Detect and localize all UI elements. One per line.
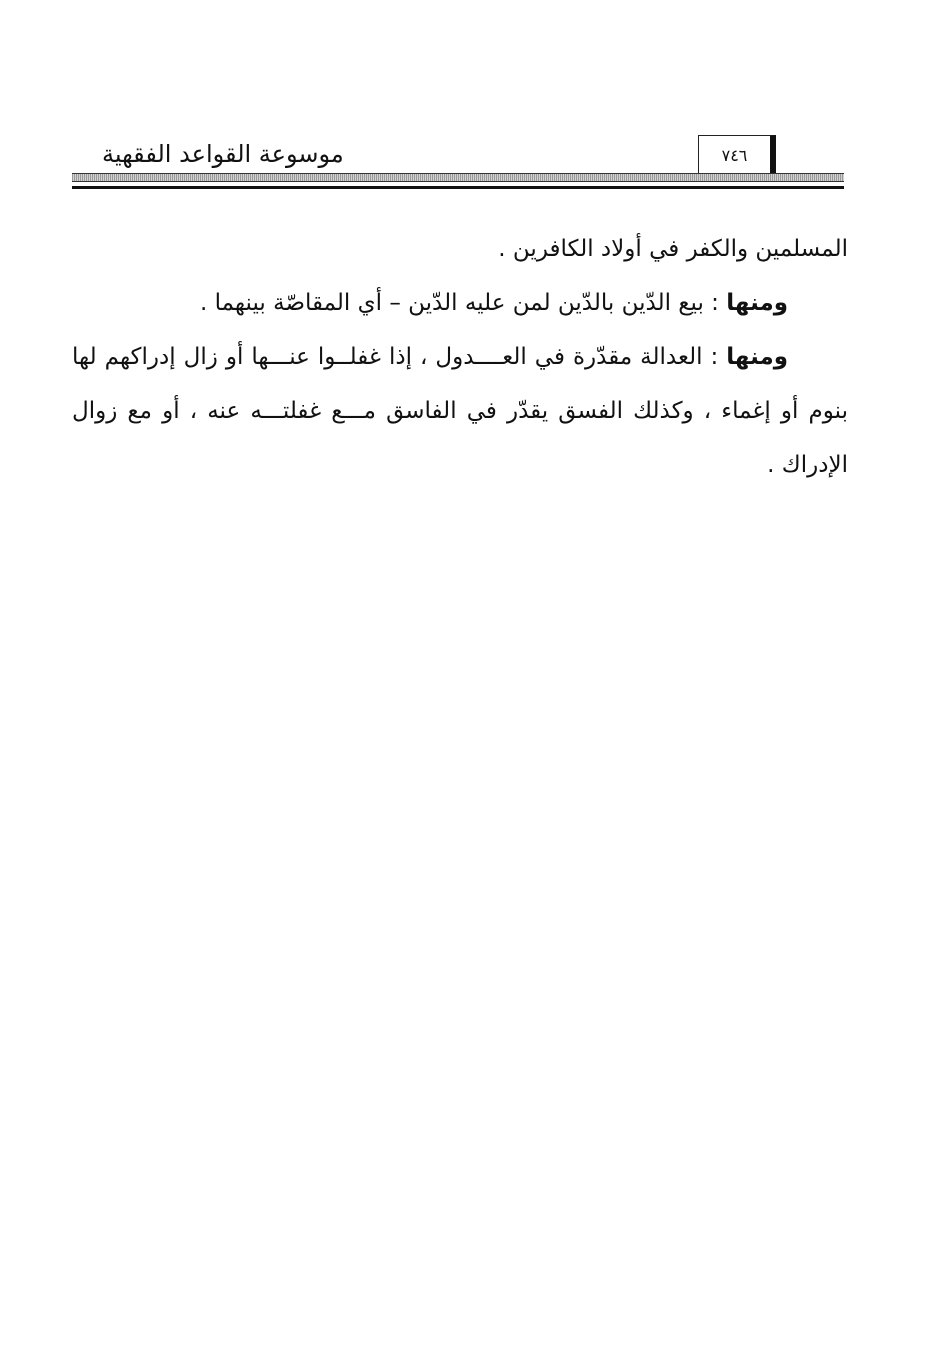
paragraph-continuation: [72, 222, 848, 276]
paragraph-justice: [72, 330, 848, 492]
page-number-box: [698, 135, 776, 173]
paragraph-text: : العدالة مقدّرة في العــــدول ، إذا غفلــوا عنـــها أو زال إدراكهم لها بنوم أو إغماء ، وكذلك الفسق يقدّر في الفاسق مـــع غفلتـــه عنه ، أو مع زوال الإدراك .: [72, 344, 848, 478]
paragraph-lead-word: ومنها: [726, 290, 788, 316]
running-title: موسوعة القواعد الفقهية: [102, 140, 344, 168]
paragraph-sale-of-debt: [72, 276, 848, 330]
body-text: [72, 222, 848, 492]
header-rule-hatched-band: [72, 173, 844, 182]
paragraph-lead-word: ومنها: [726, 344, 788, 370]
page-number: ٧٤٦: [721, 146, 748, 165]
page-header: [72, 135, 844, 195]
paragraph-text: : بيع الدّين بالدّين لمن عليه الدّين – أي المقاصّة بينهما .: [200, 290, 727, 316]
paragraph-text: المسلمين والكفر في أولاد الكافرين .: [498, 236, 848, 262]
header-rule-line: [72, 186, 844, 189]
